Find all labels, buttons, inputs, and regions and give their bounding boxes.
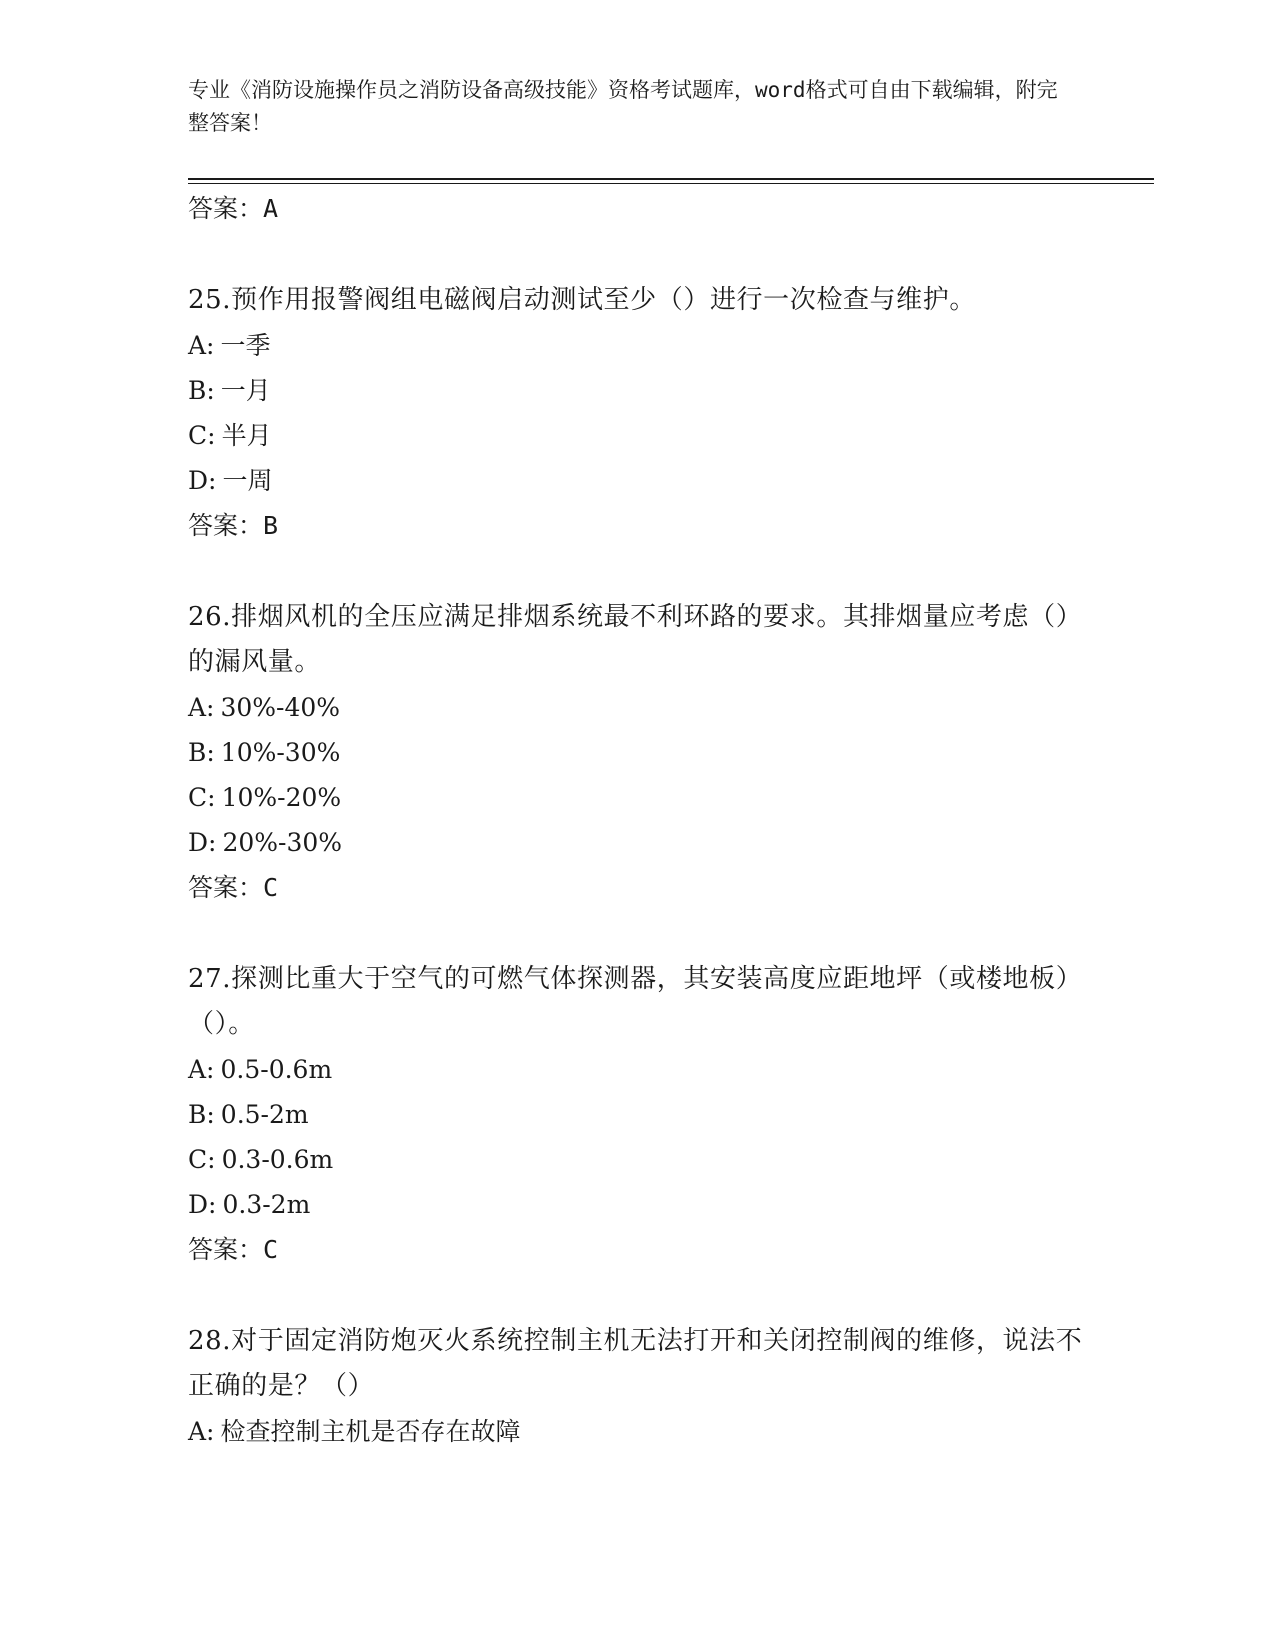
option-text: 0.5-2m	[220, 1100, 309, 1129]
header-divider-thin	[188, 183, 1154, 184]
answer-line: 答案：A	[188, 194, 279, 223]
option-label: A:	[188, 1417, 215, 1446]
option-label: D:	[188, 466, 217, 495]
option-text: 检查控制主机是否存在故障	[220, 1417, 521, 1446]
option-d	[188, 458, 1088, 503]
option-label: C:	[188, 1145, 216, 1174]
question-27	[188, 957, 1088, 1273]
option-label: A:	[188, 1055, 215, 1084]
option-c	[188, 1137, 1088, 1182]
option-text: 一月	[220, 376, 271, 405]
option-a	[188, 1409, 1088, 1454]
option-label: C:	[188, 421, 216, 450]
question-28	[188, 1319, 1088, 1454]
header-divider	[188, 178, 1154, 180]
option-label: B:	[188, 738, 215, 767]
answer-line: 答案：C	[188, 1235, 279, 1264]
option-d	[188, 1182, 1088, 1227]
option-b	[188, 1092, 1088, 1137]
option-label: D:	[188, 828, 217, 857]
option-c	[188, 413, 1088, 458]
option-text: 一周	[222, 466, 273, 495]
option-text: 半月	[221, 421, 272, 450]
question-text: 27.探测比重大于空气的可燃气体探测器，其安装高度应距地坪（或楼地板）（）。	[188, 964, 1083, 1039]
option-a	[188, 685, 1088, 730]
option-text: 0.3-0.6m	[221, 1145, 334, 1174]
question-text: 25.预作用报警阀组电磁阀启动测试至少（）进行一次检查与维护。	[188, 285, 976, 315]
question-26	[188, 595, 1088, 911]
option-b	[188, 730, 1088, 775]
option-label: B:	[188, 1100, 215, 1129]
question-text: 28.对于固定消防炮灭火系统控制主机无法打开和关闭控制阀的维修，说法不正确的是？（）	[188, 1326, 1083, 1401]
option-text: 0.5-0.6m	[220, 1055, 333, 1084]
option-label: B:	[188, 376, 215, 405]
option-text: 0.3-2m	[222, 1190, 311, 1219]
option-label: D:	[188, 1190, 217, 1219]
option-b	[188, 368, 1088, 413]
option-text: 一季	[220, 331, 271, 360]
answer-line: 答案：C	[188, 873, 279, 902]
option-c	[188, 775, 1088, 820]
option-label: A:	[188, 331, 215, 360]
option-text: 10%-30%	[220, 738, 341, 767]
option-a	[188, 1047, 1088, 1092]
question-list	[188, 186, 1088, 1454]
question-text: 26.排烟风机的全压应满足排烟系统最不利环路的要求。其排烟量应考虑（）的漏风量。	[188, 602, 1083, 677]
option-text: 10%-20%	[221, 783, 342, 812]
option-d	[188, 820, 1088, 865]
option-text: 30%-40%	[220, 693, 341, 722]
option-text: 20%-30%	[222, 828, 343, 857]
document-header: 专业《消防设施操作员之消防设备高级技能》资格考试题库，word格式可自由下载编辑，附完整答案！	[188, 78, 1058, 135]
option-a	[188, 323, 1088, 368]
option-label: C:	[188, 783, 216, 812]
option-label: A:	[188, 693, 215, 722]
answer-line: 答案：B	[188, 511, 279, 540]
question-25	[188, 278, 1088, 549]
